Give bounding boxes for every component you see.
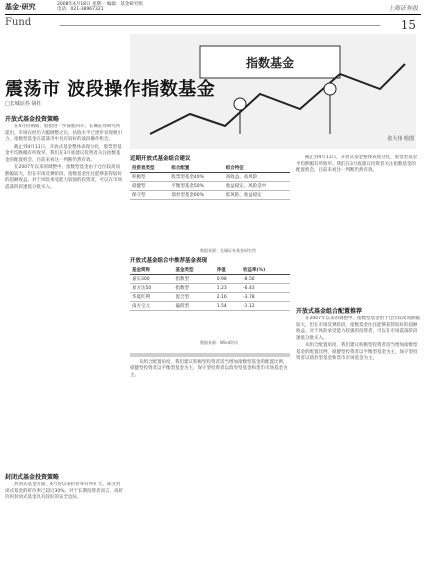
date-editor-line (57, 2, 143, 12)
table-cell: 1.23 (215, 284, 241, 293)
table-cell: 华夏红利 (130, 293, 174, 302)
table-cell: 稳健型 (130, 182, 169, 191)
table-header: 基金简称 (130, 266, 174, 275)
para-1: 在4月份期间，股指进一步探底回升。长城证券研究所提出，市场在经历大幅调整之后，估值水平已逐步显现吸引力，指数型基金在震荡市中具有较好的波段操作机会。 (5, 124, 122, 142)
image-credit: 张大伟 绘图 (387, 136, 414, 142)
table-row (130, 284, 290, 293)
column-3 (296, 155, 420, 305)
date-line: 2008年4月18日 星期一 (57, 2, 106, 7)
table-cell: 嘉实300 (130, 275, 174, 284)
table-cell: 保守型 (130, 191, 169, 200)
subhead-portfolio: 开放式基金组合配置推荐 (296, 308, 363, 315)
table-row (130, 173, 290, 182)
table1 (130, 164, 290, 200)
table-row (130, 275, 290, 284)
para-8: 从组合配置角度，我们建议积极型投资者适当增加指数型基金的配置比例，稳健型投资者以平衡型基金为主，保守型投资者以债券型基金和货币市场基金为主。 (296, 343, 418, 361)
para-5: 从组合配置角度，我们建议积极型投资者适当增加指数型基金的配置比例，稳健型投资者以平衡型基金为主，保守型投资者以债券型基金和货币市场基金为主。 (130, 359, 288, 378)
byline: □长城证券 胡杜 (5, 101, 42, 107)
table-cell: 2.16 (215, 293, 241, 302)
table-cell: 南方宝元 (130, 302, 174, 311)
paper-name: 上海证券报 (387, 5, 418, 12)
column-1b (5, 482, 123, 572)
table-cell: 偏债型 (174, 302, 215, 311)
table-cell: -3.78 (241, 293, 290, 302)
contact-line: 电话：021-38967321 (57, 7, 104, 12)
para-4: 封闭式基金方面，4月份以来折价率有所扩大，部分封闭式基金的折价率已超过30%。对于长期投资者而言，高折价的封闭式基金具有较好的安全边际。 (5, 482, 123, 500)
editor-line: 编辑：基金研究组 (106, 2, 143, 7)
table1-source: 数据来源：长城证券基金研究所 (200, 248, 256, 253)
table-cell: 高收益、高风险 (224, 173, 290, 182)
table-cell: 低风险、收益稳定 (224, 191, 290, 200)
table-cell: 0.98 (215, 275, 241, 284)
table-cell: -1.12 (241, 302, 290, 311)
headline: 震荡市 波段操作指数基金 (5, 79, 216, 100)
table2-title: 开放式基金组合中推荐基金表现 (130, 258, 208, 264)
table-header: 组合特征 (224, 164, 290, 173)
table-row (130, 293, 290, 302)
section-rule (60, 25, 380, 26)
masthead-strip (0, 0, 426, 14)
table-header-row (130, 266, 290, 275)
para-7: 在2007年以来的调整中，指数型基金由于仓位较高而跌幅较大，但在市场反弹阶段，指数基金往往能够获得较好的超额收益。对于风险承受能力较强的投资者，可以在市场震荡阶段逢低分批买入。 (296, 316, 420, 341)
para-6: 截止到4月11日，开放式基金整体表现分化，股票型基金平均跌幅有所收窄。我们在3月底建议投资者关注指数基金的配置机会，目前来看这一判断仍然有效。 (296, 155, 418, 173)
table-row (130, 191, 290, 200)
illustration-title: 指数基金 (245, 56, 295, 70)
table-cell: -8.56 (241, 275, 290, 284)
table-header: 基金类型 (174, 266, 215, 275)
table-cell: 1.54 (215, 302, 241, 311)
table1-title: 近期开放式基金组合建议 (130, 156, 191, 162)
table-header: 投资者类型 (130, 164, 169, 173)
table-cell: -6.43 (241, 284, 290, 293)
table-row (130, 182, 290, 191)
table-header: 收益率(%) (241, 266, 290, 275)
table-cell: 易方达50 (130, 284, 174, 293)
divider (130, 353, 290, 357)
table-header: 组合配置 (169, 164, 223, 173)
section-label: 基金·研究 (5, 3, 36, 11)
column-3b (296, 316, 420, 572)
section-title-en: Fund (5, 17, 32, 28)
page-number: 15 (400, 18, 416, 32)
column-2 (130, 350, 290, 570)
header-rule (5, 14, 421, 15)
table-cell: 股票型基金40% (169, 173, 223, 182)
table2 (130, 266, 290, 311)
table-cell: 债券型基金60% (169, 191, 223, 200)
subhead-open-fund: 开放式基金投资策略 (5, 116, 60, 123)
para-2: 截止到4月11日，开放式基金整体表现分化，股票型基金平均跌幅有所收窄。我们在3月底建议投资者关注指数基金的配置机会，目前来看这一判断仍然有效。 (5, 144, 122, 163)
para-3: 在2007年以来的调整中，指数型基金由于仓位较高而跌幅较大，但在市场反弹阶段，指数基金往往能够获得较好的超额收益。对于风险承受能力较强的投资者，可以在市场震荡阶段逢低分批买入。 (5, 165, 122, 190)
table2-source: 数据来源：Wind资讯 (200, 340, 239, 345)
column-1 (5, 124, 123, 364)
table-cell: 指数型 (174, 284, 215, 293)
table-cell: 指数型 (174, 275, 215, 284)
table-cell: 平衡型基金50% (169, 182, 223, 191)
table-cell: 混合型 (174, 293, 215, 302)
table-cell: 积极型 (130, 173, 169, 182)
table-header: 净值 (215, 266, 241, 275)
table-cell: 收益稳定、风险适中 (224, 182, 290, 191)
subhead-closed-fund: 封闭式基金投资策略 (5, 474, 60, 481)
table-row (130, 302, 290, 311)
table-header-row (130, 164, 290, 173)
